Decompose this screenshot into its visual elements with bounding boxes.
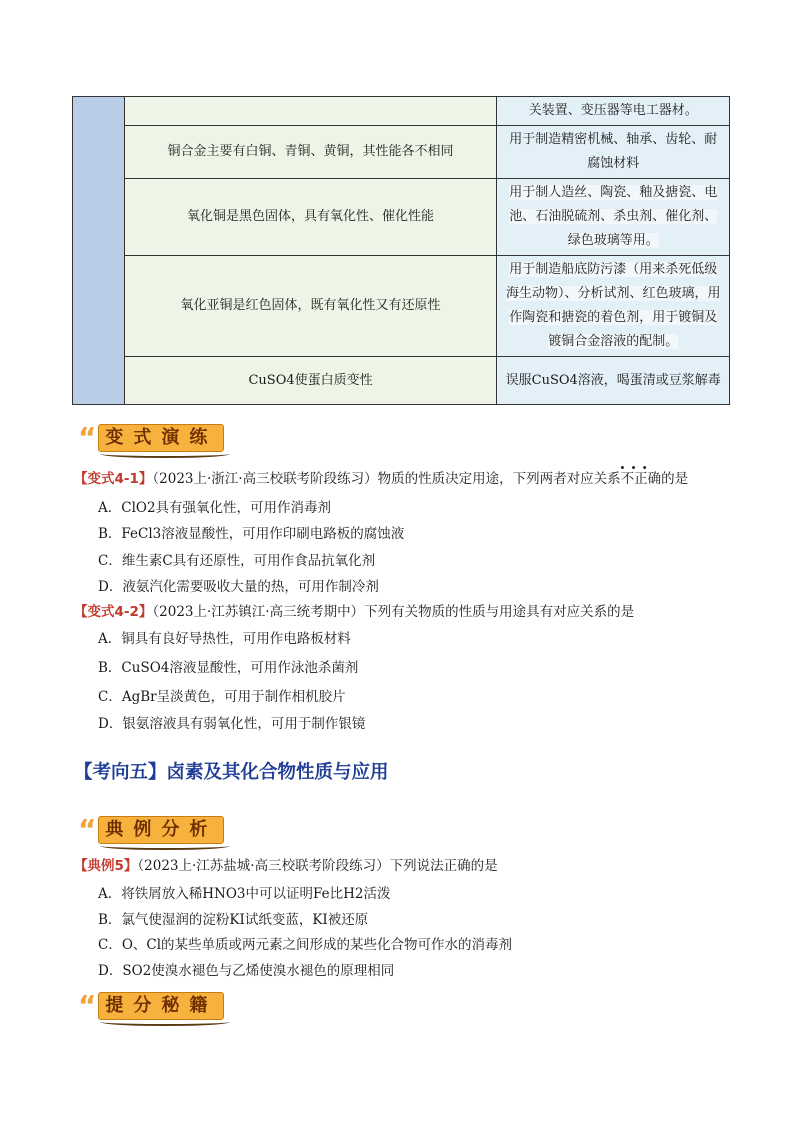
option-c: C．O、Cl的某些单质或两元素之间形成的某些化合物可作水的消毒剂 bbox=[98, 937, 513, 953]
table-row bbox=[73, 256, 730, 357]
example-analysis-tag bbox=[78, 812, 224, 848]
use-cell: 用于制人造丝、陶瓷、釉及搪瓷、电池、石油脱硫剂、杀虫剂、催化剂、绿色玻璃等用。 bbox=[497, 179, 730, 256]
use-cell: 用于制造船底防污漆（用来杀死低级海生动物）、分析试剂、红色玻璃，用作陶瓷和搪瓷的着色剂，用于镀铜及镀铜合金溶液的配制。 bbox=[497, 256, 730, 357]
quote-icon: “ bbox=[78, 421, 97, 454]
table-row bbox=[73, 357, 730, 405]
property-cell bbox=[124, 97, 497, 126]
tag-banner: 提分秘籍 bbox=[98, 992, 224, 1020]
option-c: C．AgBr呈淡黄色，可用于制作相机胶片 bbox=[98, 689, 346, 705]
use-cell: 关装置、变压器等电工器材。 bbox=[497, 97, 730, 126]
quote-icon: “ bbox=[78, 989, 97, 1022]
table-side-column bbox=[73, 97, 125, 405]
book-icon bbox=[100, 450, 230, 458]
option-d: D．银氨溶液具有弱氧化性，可用于制作银镜 bbox=[98, 716, 366, 732]
question-example-5: 【典例5】（2023上·江苏盐城·高三校联考阶段练习）下列说法正确的是 bbox=[74, 858, 498, 874]
score-tips-tag bbox=[78, 988, 224, 1024]
option-a: A．ClO2具有强氧化性，可用作消毒剂 bbox=[98, 500, 332, 516]
property-cell: CuSO4使蛋白质变性 bbox=[124, 357, 497, 405]
use-cell: 误服CuSO4溶液，喝蛋清或豆浆解毒 bbox=[497, 357, 730, 405]
property-cell: 铜合金主要有白铜、青铜、黄铜，其性能各不相同 bbox=[124, 126, 497, 179]
book-icon bbox=[100, 842, 230, 850]
question-variant-4-2: 【变式4-2】（2023上·江苏镇江·高三统考期中）下列有关物质的性质与用途具有对应关系的是 bbox=[74, 604, 635, 620]
question-variant-4-1: 【变式4-1】（2023上·浙江·高三校联考阶段练习）物质的性质决定用途，下列两者对应关系· · 不正确的是 bbox=[74, 469, 688, 489]
property-cell: 氧化铜是黑色固体，具有氧化性、催化性能 bbox=[124, 179, 497, 256]
option-a: A．铜具有良好导热性，可用作电路板材料 bbox=[98, 631, 351, 647]
section-heading: 【考向五】卤素及其化合物性质与应用 bbox=[74, 762, 389, 783]
quote-icon: “ bbox=[78, 813, 97, 846]
option-b: B．氯气使湿润的淀粉KI试纸变蓝，KI被还原 bbox=[98, 912, 369, 928]
option-a: A．将铁屑放入稀HNO3中可以证明Fe比H2活泼 bbox=[98, 886, 391, 902]
property-cell: 氧化亚铜是红色固体，既有氧化性又有还原性 bbox=[124, 256, 497, 357]
option-b: B．FeCl3溶液显酸性，可用作印刷电路板的腐蚀液 bbox=[98, 526, 405, 542]
table-row bbox=[73, 179, 730, 256]
book-icon bbox=[100, 1018, 230, 1026]
table-row bbox=[73, 97, 730, 126]
option-c: C．维生素C具有还原性，可用作食品抗氧化剂 bbox=[98, 553, 376, 569]
option-b: B．CuSO4溶液显酸性，可用作泳池杀菌剂 bbox=[98, 660, 359, 676]
table-row bbox=[73, 126, 730, 179]
option-d: D．SO2使溴水褪色与乙烯使溴水褪色的原理相同 bbox=[98, 963, 395, 979]
copper-properties-table bbox=[72, 96, 730, 405]
emphasis-dots: · · 不正确 bbox=[621, 471, 662, 487]
tag-banner: 变式演练 bbox=[98, 424, 224, 452]
option-d: D．液氨汽化需要吸收大量的热，可用作制冷剂 bbox=[98, 579, 379, 595]
variant-practice-tag bbox=[78, 420, 224, 456]
tag-banner: 典例分析 bbox=[98, 816, 224, 844]
use-cell: 用于制造精密机械、轴承、齿轮、耐腐蚀材料 bbox=[497, 126, 730, 179]
